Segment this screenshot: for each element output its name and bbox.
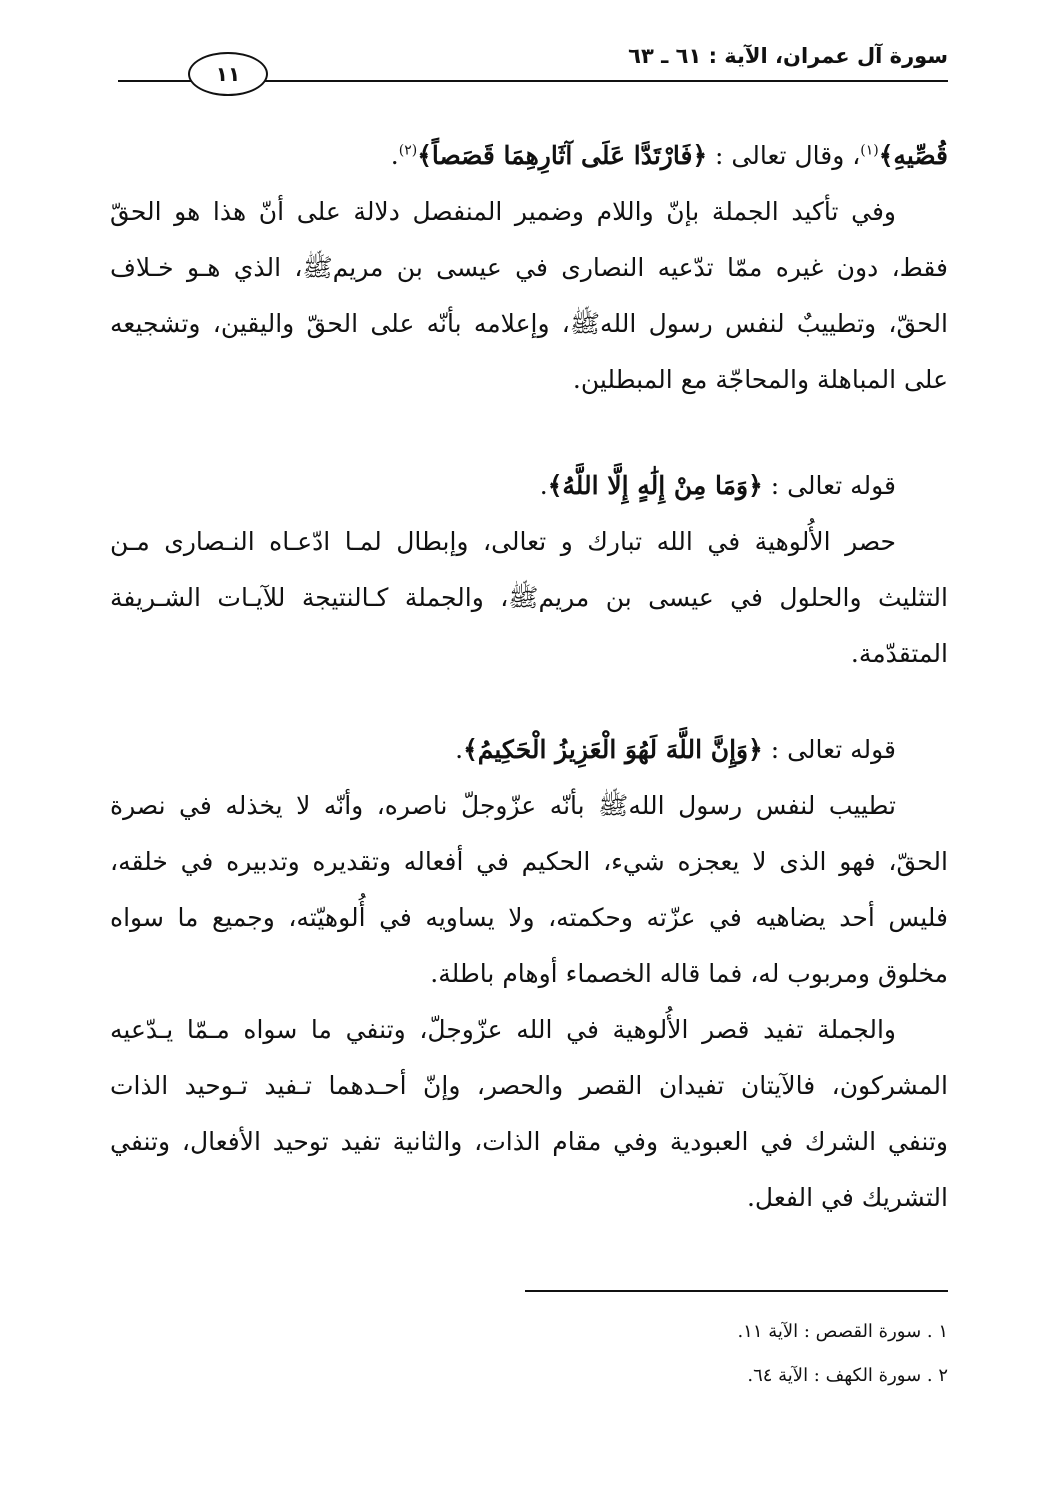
text-line: فليس أحد يضاهيه في عزّته وحكمته، ولا يساويه في أُلوهيّته، وجميع ما سواه xyxy=(110,903,948,932)
text-line: وفي تأكيد الجملة بإنّ واللام وضمير المنفصل دلالة على أنّ هذا هو الحقّ xyxy=(110,197,896,226)
text-line: المشركون، فالآيتان تفيدان القصر والحصر، وإنّ أحـدهما تـفيد تـوحيد الذات xyxy=(110,1071,948,1100)
text-line: على المباهلة والمحاجّة مع المبطلين. xyxy=(572,365,948,394)
text-span: . xyxy=(539,471,548,500)
text-line: تطييب لنفس رسول اللهﷺ بأنّه عزّوجلّ ناصره، وأنّه لا يخذله في نصرة xyxy=(110,791,896,820)
footnote: ٢ . سورة الكهف : الآية ٦٤. xyxy=(747,1365,948,1386)
text-span: . xyxy=(390,141,399,170)
footnote-separator xyxy=(525,1290,948,1292)
page-header xyxy=(118,38,948,86)
footnote-ref: (١) xyxy=(860,142,879,159)
text-line: وتنفي الشرك في العبودية وفي مقام الذات، والثانية تفيد توحيد الأفعال، وتنفي xyxy=(110,1127,948,1156)
text-line: الحقّ، وتطييبٌ لنفس رسول اللهﷺ، وإعلامه بأنّه على الحقّ واليقين، وتشجيعه xyxy=(110,309,948,338)
verse-quote: ﴿فَارْتَدَّا عَلَى آثَارِهِمَا قَصَصاً﴾ xyxy=(417,141,708,170)
verse-quote: ﴿وَإِنَّ اللَّهَ لَهُوَ الْعَزِيزُ الْحَكِيمُ﴾ xyxy=(463,735,763,764)
footnote: ١ . سورة القصص : الآية ١١. xyxy=(737,1321,948,1342)
text-line: مخلوق ومربوب له، فما قاله الخصماء أوهام باطلة. xyxy=(430,959,948,988)
running-title: سورة آل عمران، الآية : ٦١ ـ ٦٣ xyxy=(628,44,948,68)
text-line: التثليث والحلول في عيسى بن مريمﷺ، والجملة كـالنتيجة للآيـات الشـريفة xyxy=(110,583,948,612)
text-line xyxy=(110,458,948,514)
page-number: ١١ xyxy=(188,52,268,96)
text-line: المتقدّمة. xyxy=(850,639,948,668)
text-span: قوله تعالى : xyxy=(762,471,896,500)
text-span: قوله تعالى : xyxy=(762,735,896,764)
verse-quote: ﴿وَمَا مِنْ إِلَٰهٍ إِلَّا اللَّهُ﴾ xyxy=(547,471,763,500)
text-line: الحقّ، فهو الذى لا يعجزه شيء، الحكيم في أفعاله وتقديره وتدبيره في خلقه، xyxy=(110,847,948,876)
text-line: التشريك في الفعل. xyxy=(746,1183,948,1212)
text-line: فقط، دون غيره ممّا تدّعيه النصارى في عيسى بن مريمﷺ، الذي هـو خـلاف xyxy=(110,253,948,282)
text-span: ، وقال تعالى : xyxy=(707,141,861,170)
text-line: والجملة تفيد قصر الأُلوهية في الله عزّوجلّ، وتنفي ما سواه مـمّا يـدّعيه xyxy=(110,1015,896,1044)
text-span: . xyxy=(455,735,464,764)
verse-quote: قُصِّيهِ xyxy=(893,141,948,170)
text-line: حصر الأُلوهية في الله تبارك و تعالى، وإبطال لمـا ادّعـاه النـصارى مـن xyxy=(110,527,896,556)
footnote-ref: (٢) xyxy=(398,142,418,159)
text-line: قُصِّيهِ﴾$^{(١)}$، وقال تعالى : ﴿فَارْتَدَّا عَلَى آثَارِهِمَا قَصَصاً﴾$^{(٢)}$. xyxy=(390,141,948,170)
text-line xyxy=(110,722,948,778)
